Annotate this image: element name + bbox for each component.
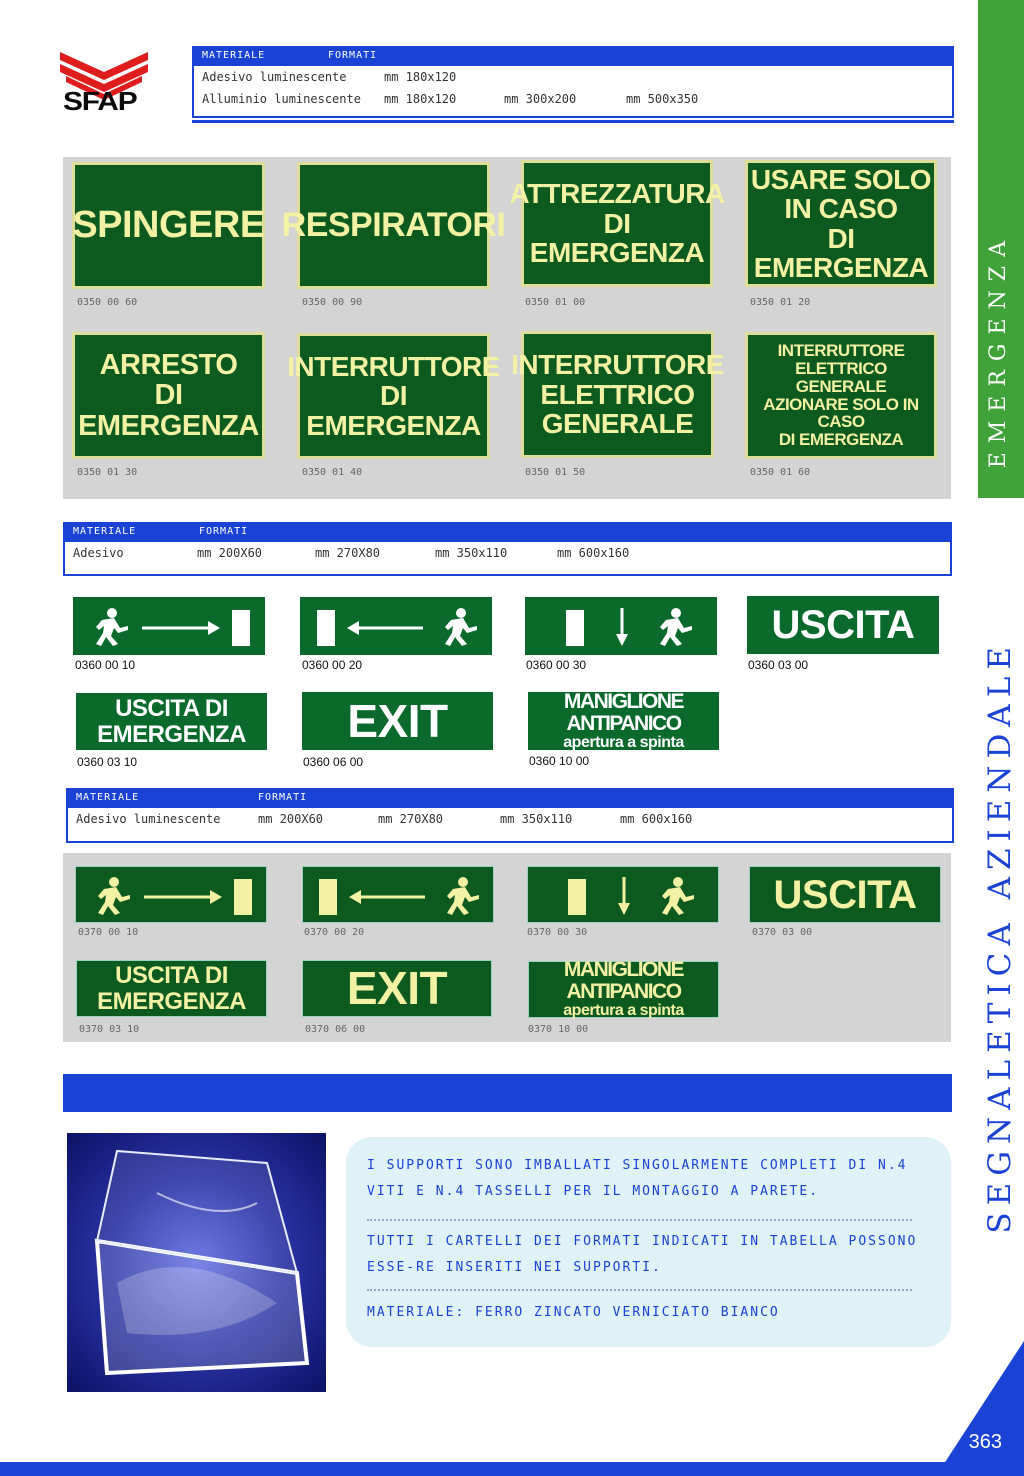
section-title: SEGNALETICA AZIENDALE (982, 640, 1018, 1234)
product-code: 0370 10 00 (528, 1024, 589, 1035)
table-row: Alluminio luminescente mm 180x120 mm 300x200 mm 500x350 (202, 92, 699, 106)
support-illustration (67, 1133, 326, 1392)
table-row: Adesivo luminescente mm 200X60 mm 270X80 mm 350x110 mm 600x160 (76, 812, 693, 826)
separator (367, 1219, 912, 1221)
sign-interruttore-azionare-solo: INTERRUTTORE ELETTRICO GENERALE AZIONARE SOLO IN CASO DI EMERGENZA (745, 332, 937, 459)
table-row: Adesivo mm 200X60 mm 270X80 mm 350x110 mm 600x160 (73, 546, 630, 560)
support-info-box (346, 1137, 951, 1347)
sign-exit-down (525, 597, 717, 655)
product-code: 0370 06 00 (305, 1024, 366, 1035)
product-code: 0360 03 00 (748, 658, 809, 672)
sign-exit-right (73, 597, 265, 655)
page-corner (936, 1341, 1024, 1476)
product-code: 0360 10 00 (529, 754, 590, 768)
product-code: 0360 00 10 (75, 658, 136, 672)
product-code: 0370 03 00 (752, 927, 813, 938)
material-table-1 (192, 46, 954, 118)
footer-bar (0, 1462, 1024, 1476)
product-code: 0360 03 10 (77, 755, 138, 769)
section-bar (63, 1074, 952, 1112)
product-code: 0350 01 20 (750, 297, 811, 308)
product-code: 0350 00 90 (302, 297, 363, 308)
sign-maniglione-antipanico: MANIGLIONE ANTIPANICO apertura a spinta (528, 692, 719, 750)
info-material: MATERIALE: FERRO ZINCATO VERNICIATO BIANCO (367, 1305, 780, 1320)
sign-exit: EXIT (302, 692, 493, 750)
table-header: MATERIALE FORMATI (68, 790, 952, 808)
sign-arresto-emergenza: ARRESTO DI EMERGENZA (72, 332, 265, 459)
info-packaging: I SUPPORTI SONO IMBALLATI SINGOLARMENTE COMPLETI DI N.4 VITI E N.4 TASSELLI PER IL MONTAGGIO A PARETE. (367, 1158, 908, 1199)
sign-uscita-di-emergenza: USCITA DI EMERGENZA (76, 693, 267, 750)
sign-exit-down (527, 866, 719, 923)
product-code: 0360 00 20 (302, 658, 363, 672)
separator (367, 1289, 912, 1291)
sign-spingere: SPINGERE (72, 162, 265, 289)
format-heading: FORMATI (328, 50, 378, 61)
product-code: 0370 00 20 (304, 927, 365, 938)
sign-interruttore-elettrico-generale: INTERRUTTORE ELETTRICO GENERALE (521, 331, 714, 458)
product-code: 0350 00 60 (77, 297, 138, 308)
sign-exit: EXIT (302, 960, 492, 1017)
logo-wordmark: SFAP (63, 86, 137, 116)
product-code: 0350 01 40 (302, 467, 363, 478)
info-compatibility: TUTTI I CARTELLI DEI FORMATI INDICATI IN TABELLA POSSONO ESSE-RE INSERITI NEI SUPPORTI. (367, 1234, 918, 1275)
exit-left-icon (311, 604, 481, 648)
table-row: Adesivo luminescente mm 180x120 (202, 70, 457, 84)
material-table-3 (66, 788, 954, 843)
product-code: 0350 01 60 (750, 467, 811, 478)
category-tab (978, 0, 1024, 498)
product-code: 0350 01 00 (525, 297, 586, 308)
table-header: MATERIALE FORMATI (65, 524, 950, 542)
exit-down-icon (538, 873, 708, 917)
sign-respiratori: RESPIRATORI (297, 162, 490, 289)
product-code: 0350 01 50 (525, 467, 586, 478)
sign-support-photo (67, 1133, 326, 1392)
product-code: 0370 00 10 (78, 927, 139, 938)
sign-uscita: USCITA (747, 596, 939, 654)
sign-exit-right (75, 866, 267, 923)
material-heading: MATERIALE (202, 50, 266, 61)
sign-exit-left (300, 597, 492, 655)
exit-left-icon (313, 873, 483, 917)
product-code: 0360 06 00 (303, 755, 364, 769)
product-code: 0350 01 30 (77, 467, 138, 478)
exit-right-icon (84, 604, 254, 648)
product-code: 0370 00 30 (527, 927, 588, 938)
divider (192, 120, 954, 123)
category-label: EMERGENZA (986, 231, 1011, 468)
exit-down-icon (536, 604, 706, 648)
material-table-2 (63, 522, 952, 576)
table-header (194, 48, 952, 66)
sign-exit-left (302, 866, 494, 923)
sign-uscita: USCITA (749, 866, 941, 923)
product-code: 0360 00 30 (526, 658, 587, 672)
sign-uscita-di-emergenza: USCITA DI EMERGENZA (76, 960, 267, 1017)
sign-maniglione-antipanico: MANIGLIONE ANTIPANICO apertura a spinta (528, 961, 719, 1018)
sign-attrezzatura-emergenza: ATTREZZATURA DI EMERGENZA (521, 160, 713, 287)
sign-usare-solo-in-caso: USARE SOLO IN CASO DI EMERGENZA (745, 160, 937, 287)
sign-interruttore-emergenza: INTERRUTTORE DI EMERGENZA (297, 333, 490, 459)
product-code: 0370 03 10 (79, 1024, 140, 1035)
exit-right-icon (86, 873, 256, 917)
page-number: 363 (968, 1431, 1002, 1453)
